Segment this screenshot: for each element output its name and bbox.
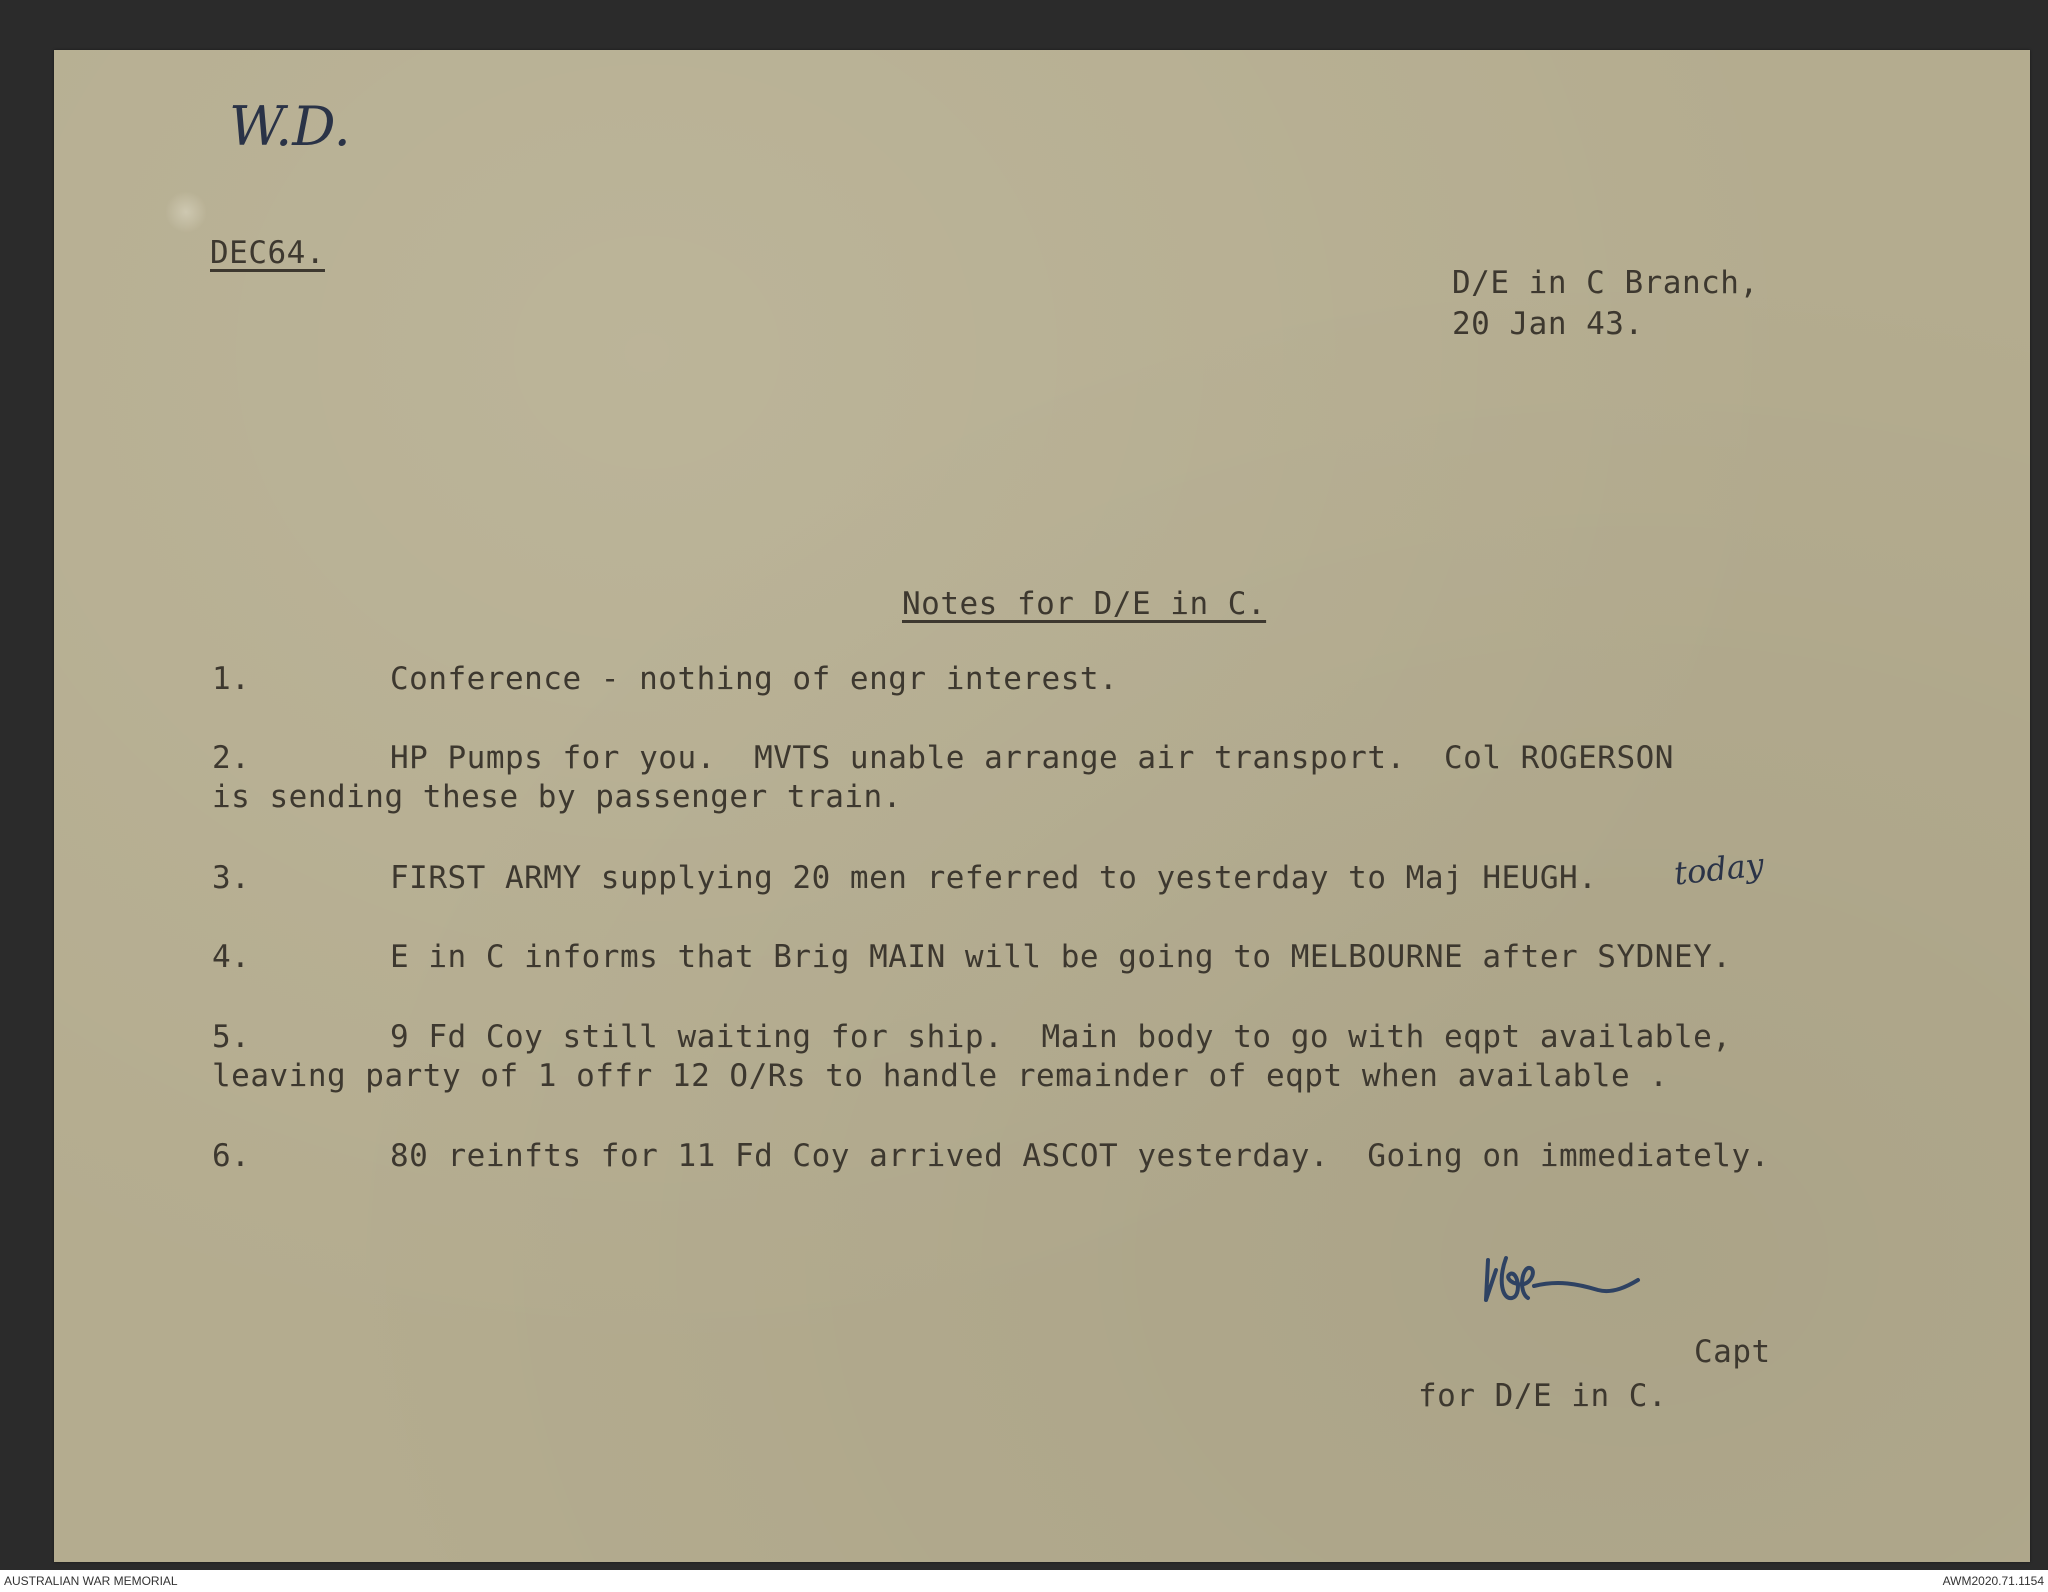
- footer-accession-number: AWM2020.71.1154: [1942, 1574, 2044, 1588]
- item-text: FIRST ARMY supplying 20 men referred to yesterday to Maj HEUGH.: [390, 860, 1598, 896]
- reference-number: DEC64.: [210, 235, 325, 271]
- item-text-continued: leaving party of 1 offr 12 O/Rs to handle remainder of eqpt when available .: [212, 1058, 1669, 1094]
- document-page: [54, 50, 2030, 1562]
- handwritten-mark: W.D.: [229, 95, 351, 158]
- item-text: E in C informs that Brig MAIN will be going to MELBOURNE after SYDNEY.: [390, 939, 1732, 975]
- item-number: 3.: [212, 860, 251, 896]
- paper-damage: [166, 190, 206, 234]
- item-text-continued: is sending these by passenger train.: [212, 779, 902, 815]
- footer-bar: [0, 1570, 2048, 1592]
- branch-line: D/E in C Branch,: [1452, 265, 1759, 301]
- item-number: 4.: [212, 939, 251, 975]
- item-text: 9 Fd Coy still waiting for ship. Main body to go with eqpt available,: [390, 1019, 1732, 1055]
- notes-title: Notes for D/E in C.: [902, 586, 1267, 622]
- item-text: 80 reinfts for 11 Fd Coy arrived ASCOT yesterday. Going on immediately.: [390, 1138, 1770, 1174]
- item-number: 5.: [212, 1019, 251, 1055]
- item-number: 2.: [212, 740, 251, 776]
- handwritten-annotation: today: [1672, 845, 1766, 893]
- item-number: 1.: [212, 661, 251, 697]
- signature: [1478, 1240, 1648, 1316]
- footer-institution: AUSTRALIAN WAR MEMORIAL: [4, 1574, 178, 1588]
- signature-rank: Capt: [1694, 1334, 1771, 1370]
- item-number: 6.: [212, 1138, 251, 1174]
- item-text: HP Pumps for you. MVTS unable arrange air transport. Col ROGERSON: [390, 740, 1674, 776]
- signature-for-line: for D/E in C.: [1418, 1378, 1668, 1414]
- date-line: 20 Jan 43.: [1452, 306, 1644, 342]
- item-text: Conference - nothing of engr interest.: [390, 661, 1119, 697]
